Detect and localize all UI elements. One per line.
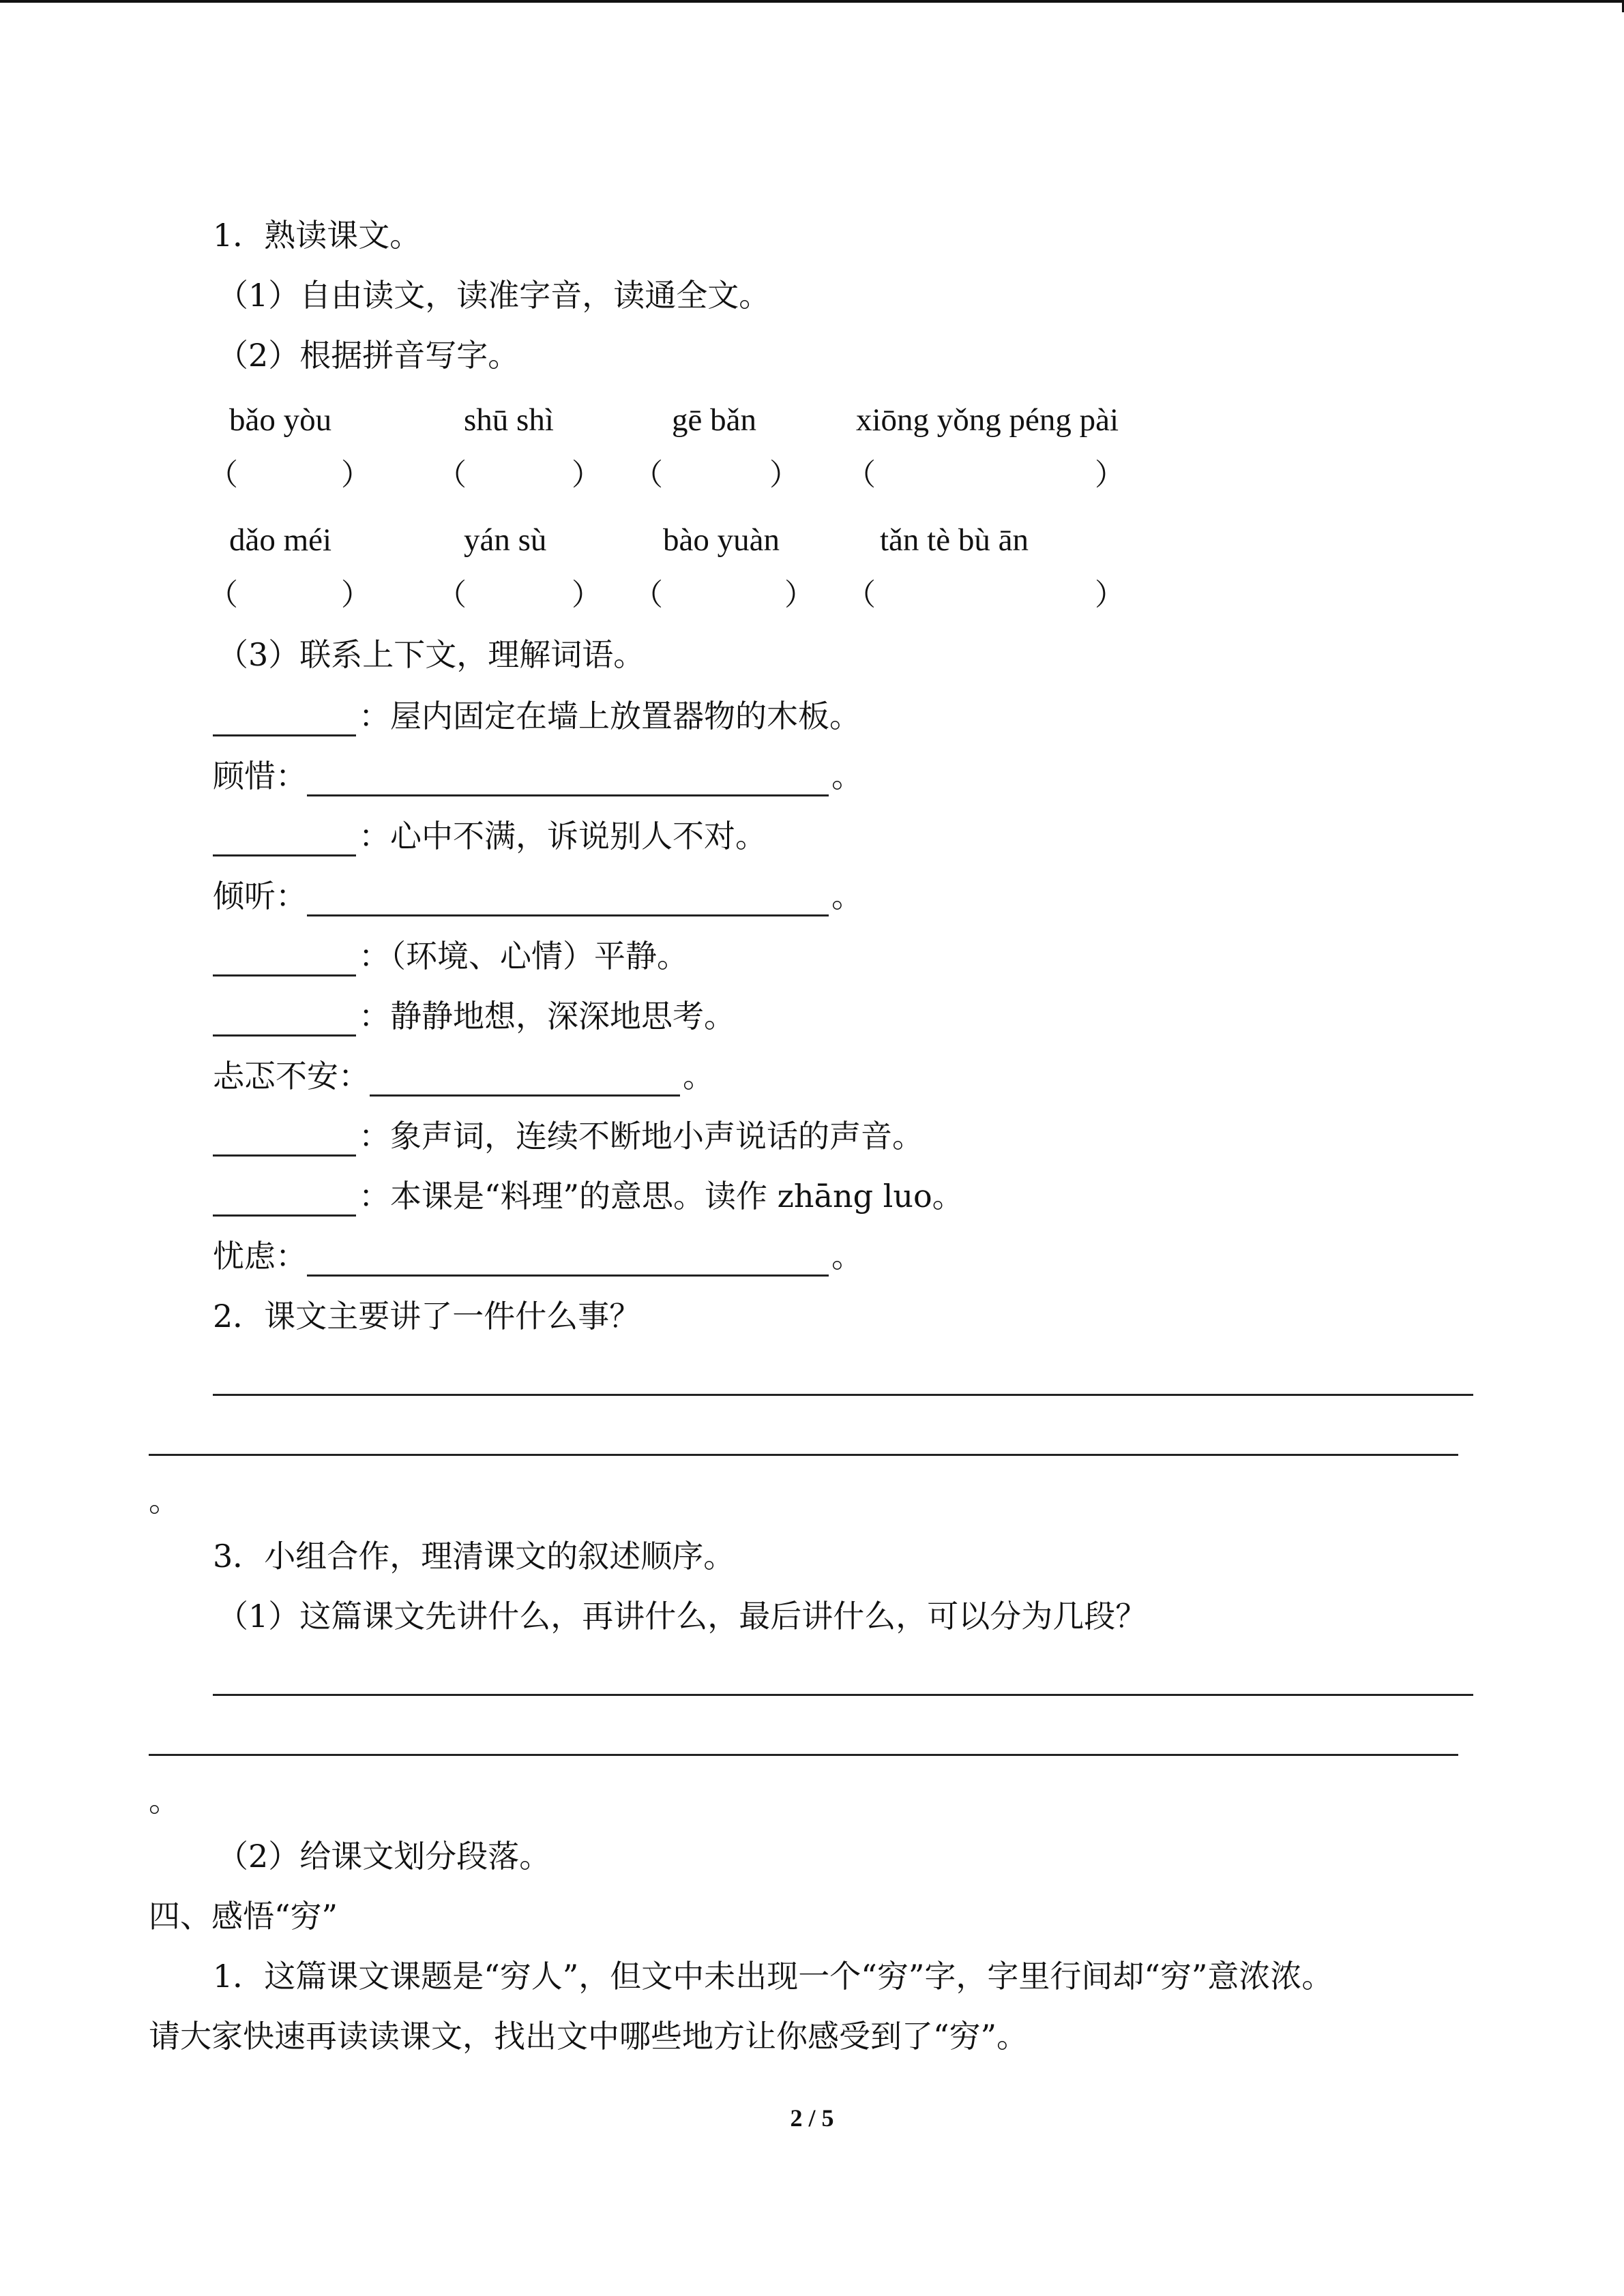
section4-heading: 四、感悟“穷” xyxy=(149,1898,338,1935)
page-number: 2 / 5 xyxy=(790,2104,834,2132)
pinyin-xiongyong: xiōng yǒng péng pài xyxy=(856,402,1119,438)
q3-title: 3．小组合作，理清课文的叙述顺序。 xyxy=(213,1538,735,1575)
pinyin-shushi: shū shì xyxy=(464,402,554,438)
vocab-blank-4[interactable] xyxy=(307,883,829,916)
q2-answer-line-2[interactable] xyxy=(149,1454,1458,1456)
vocab-item-5: ：（环境、心情）平静。 xyxy=(213,936,688,976)
vocab-blank-2[interactable] xyxy=(307,763,829,796)
vocab-blank-1[interactable] xyxy=(213,703,356,736)
vocab-item-2: 顾惜： 。 xyxy=(213,756,863,796)
vocab-blank-7[interactable] xyxy=(370,1063,680,1097)
q2-answer-line-1[interactable] xyxy=(213,1394,1473,1396)
vocab-item-10: 忧虑： 。 xyxy=(213,1236,863,1277)
vocab-item-7: 忐忑不安： 。 xyxy=(213,1056,714,1097)
q1-sub3: （3）联系上下文，理解词语。 xyxy=(217,636,645,673)
section4-p1-line1: 1．这篇课文课题是“穷人”，但文中未出现一个“穷”字，字里行间却“穷”意浓浓。 xyxy=(213,1958,1333,1995)
vocab-item-3: ：心中不满，诉说别人不对。 xyxy=(213,816,767,856)
q3-period: 。 xyxy=(149,1782,180,1819)
section4-p1-line2: 请大家快速再读读课文，找出文中哪些地方让你感受到了“穷”。 xyxy=(149,2018,1029,2055)
pinyin-yansu: yán sù xyxy=(464,522,547,558)
vocab-blank-8[interactable] xyxy=(213,1123,356,1157)
top-border xyxy=(0,0,1624,3)
vocab-blank-5[interactable] xyxy=(213,943,356,976)
pinyin-daomei: dǎo méi xyxy=(229,522,332,558)
q1-sub2: （2）根据拼音写字。 xyxy=(217,337,520,374)
q3-answer-line-2[interactable] xyxy=(149,1754,1458,1756)
pinyin-baoyuan: bào yuàn xyxy=(663,522,780,558)
pinyin-geban: gē bǎn xyxy=(672,402,756,438)
vocab-blank-10[interactable] xyxy=(307,1243,829,1277)
q3-sub1: （1）这篇课文先讲什么，再讲什么，最后讲什么，可以分为几段？ xyxy=(217,1598,1147,1635)
pinyin-tante: tǎn tè bù ān xyxy=(880,522,1029,558)
vocab-blank-3[interactable] xyxy=(213,823,356,856)
vocab-blank-9[interactable] xyxy=(213,1183,356,1217)
q1-sub1: （1）自由读文，读准字音，读通全文。 xyxy=(217,277,771,314)
vocab-blank-6[interactable] xyxy=(213,1003,356,1037)
q3-sub2: （2）给课文划分段落。 xyxy=(217,1838,551,1875)
pinyin-baoyou: bǎo yòu xyxy=(229,402,332,438)
vocab-item-4: 倾听： 。 xyxy=(213,876,863,916)
vocab-item-8: ：象声词，连续不断地小声说话的声音。 xyxy=(213,1116,924,1157)
q2-title: 2．课文主要讲了一件什么事？ xyxy=(213,1298,641,1335)
worksheet-page: 1．熟读课文。 （1）自由读文，读准字音，读通全文。 （2）根据拼音写字。 bǎo yòu shū shì gē bǎn xiōng yǒng péng pài （ ） （ ） （ ） （ ） dǎo méi yán sù bào yuàn tǎn tè bù ān （ ） （ ） （ ） （ ） （3）联系上下文，理解词语。 ：屋内固定在墙上放置器物的木板。 顾惜： 。 ：心中不满，诉说别人不对。 倾听： 。 ：（环境、心情）平静。 ：静静地想，深深地思考。 忐忑不安： 。 ：象声词，连续不断地小声说话的声音。 ：本课是“料理”的意思。读作 zhāng luo。 忧虑： 。 2．课文主要讲了一件什么事？ 。 3．小组合作，理清课文的叙述顺序。 （1）这篇课文先讲什么，再讲什么，最后讲什么，可以分为几段？ 。 （2）给课文划分段落。 四、感悟“穷” 1．这篇课文课题是“穷人”，但文中未出现一个“穷”字，字里行间却“穷”意浓浓。 请大家快速再读读课文，找出文中哪些地方让你感受到了“穷”。 2 / 5 xyxy=(0,0,1624,2296)
vocab-item-6: ：静静地想，深深地思考。 xyxy=(213,996,735,1037)
q3-answer-line-1[interactable] xyxy=(213,1694,1473,1696)
q1-title: 1．熟读课文。 xyxy=(213,217,422,254)
vocab-item-9: ：本课是“料理”的意思。读作 zhāng luo。 xyxy=(213,1176,964,1217)
q2-period: 。 xyxy=(149,1482,180,1519)
vocab-item-1: ：屋内固定在墙上放置器物的木板。 xyxy=(213,696,861,736)
